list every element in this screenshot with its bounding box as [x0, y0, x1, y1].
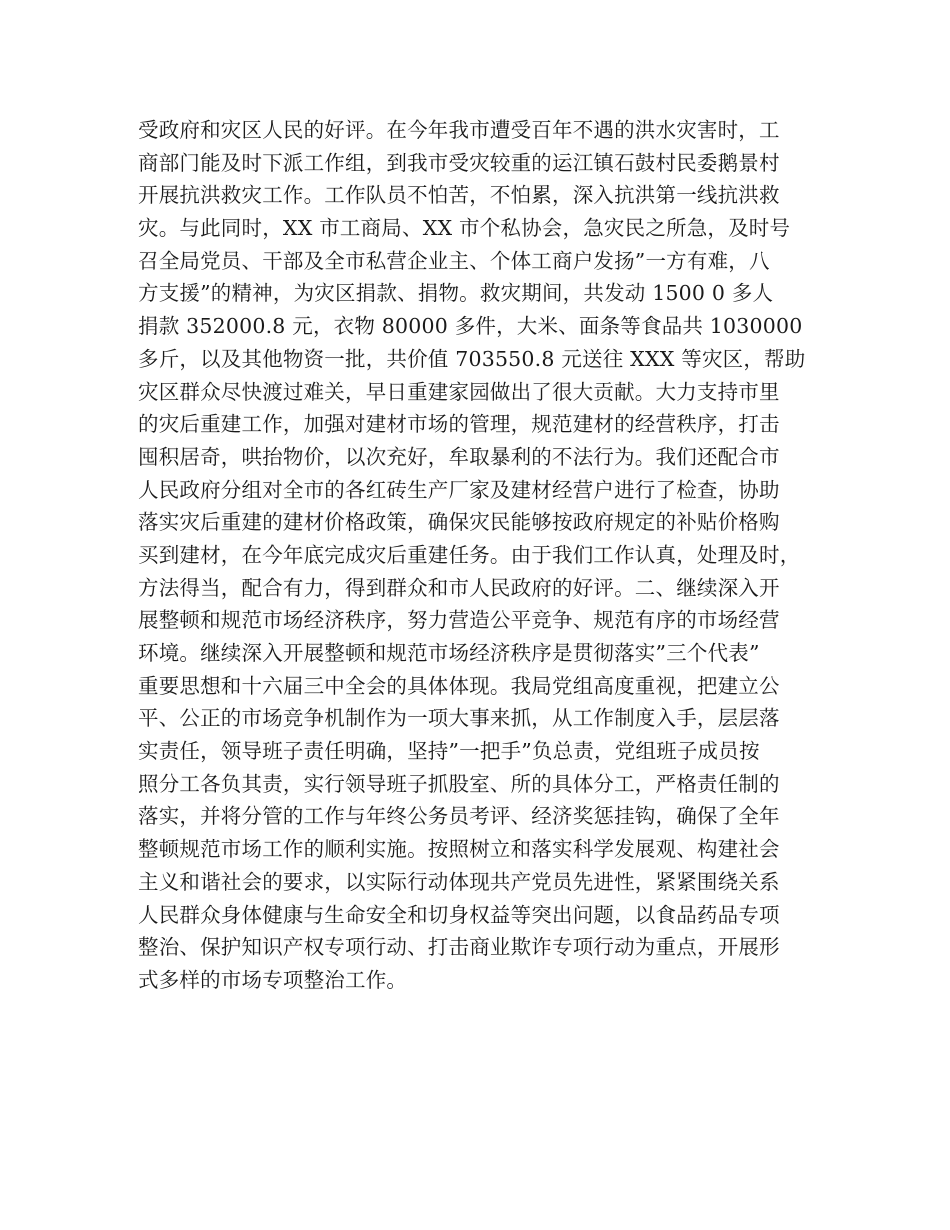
text-line: 召全局党员、干部及全市私营企业主、个体工商户发扬”一方有难，八	[138, 248, 770, 273]
text-line: 落实，并将分管的工作与年终公务员考评、经济奖惩挂钩，确保了全年	[138, 804, 780, 829]
text-line: 开展抗洪救灾工作。工作队员不怕苦，不怕累，深入抗洪第一线抗洪救	[138, 183, 780, 208]
text-line: 落实灾后重建的建材价格政策，确保灾民能够按政府规定的补贴价格购	[138, 510, 780, 535]
text-line: 方法得当，配合有力，得到群众和市人民政府的好评。二、继续深入开	[138, 575, 780, 600]
text-line: 方支援”的精神，为灾区捐款、捐物。救灾期间，共发动 1500 0 多人	[138, 281, 774, 306]
text-line: 囤积居奇，哄抬物价，以次充好，牟取暴利的不法行为。我们还配合市	[138, 444, 780, 469]
text-line: 照分工各负其责，实行领导班子抓股室、所的具体分工，严格责任制的	[138, 771, 780, 796]
text-line: 捐款 352000.8 元，衣物 80000 多件，大米、面条等食品共 1030000	[138, 314, 803, 339]
text-line: 商部门能及时下派工作组，到我市受灾较重的运江镇石鼓村民委鹅景村	[138, 150, 780, 175]
text-line: 多斤，以及其他物资一批，共价值 703550.8 元送往 XXX 等灾区，帮助	[138, 346, 806, 371]
text-line: 实责任，领导班子责任明确，坚持”一把手”负总责，党组班子成员按	[138, 739, 760, 764]
body-paragraph	[138, 114, 838, 997]
text-line: 式多样的市场专项整治工作。	[138, 967, 408, 992]
text-line: 买到建材，在今年底完成灾后重建任务。由于我们工作认真，处理及时，	[138, 542, 801, 567]
text-line: 灾。与此同时，XX 市工商局、XX 市个私协会，急灾民之所急，及时号	[138, 216, 791, 241]
text-line: 展整顿和规范市场经济秩序，努力营造公平竞争、规范有序的市场经营	[138, 608, 780, 633]
text-line: 人民政府分组对全市的各红砖生产厂家及建材经营户进行了检查，协助	[138, 477, 780, 502]
text-line: 整顿规范市场工作的顺利实施。按照树立和落实科学发展观、构建社会	[138, 837, 780, 862]
text-line: 环境。继续深入开展整顿和规范市场经济秩序是贯彻落实”三个代表”	[138, 641, 760, 665]
text-line: 的灾后重建工作，加强对建材市场的管理，规范建材的经营秩序，打击	[138, 412, 780, 437]
text-line: 平、公正的市场竞争机制作为一项大事来抓，从工作制度入手，层层落	[138, 706, 780, 731]
text-line: 灾区群众尽快渡过难关，早日重建家园做出了很大贡献。大力支持市里	[138, 379, 780, 404]
text-line: 主义和谐社会的要求，以实际行动体现共产党员先进性，紧紧围绕关系	[138, 869, 780, 894]
text-line: 整治、保护知识产权专项行动、打击商业欺诈专项行动为重点，开展形	[138, 935, 780, 960]
text-line: 受政府和灾区人民的好评。在今年我市遭受百年不遇的洪水灾害时，工	[138, 118, 780, 142]
text-line: 人民群众身体健康与生命安全和切身权益等突出问题，以食品药品专项	[138, 902, 780, 927]
text-line: 重要思想和十六届三中全会的具体体现。我局党组高度重视，把建立公	[138, 673, 780, 698]
